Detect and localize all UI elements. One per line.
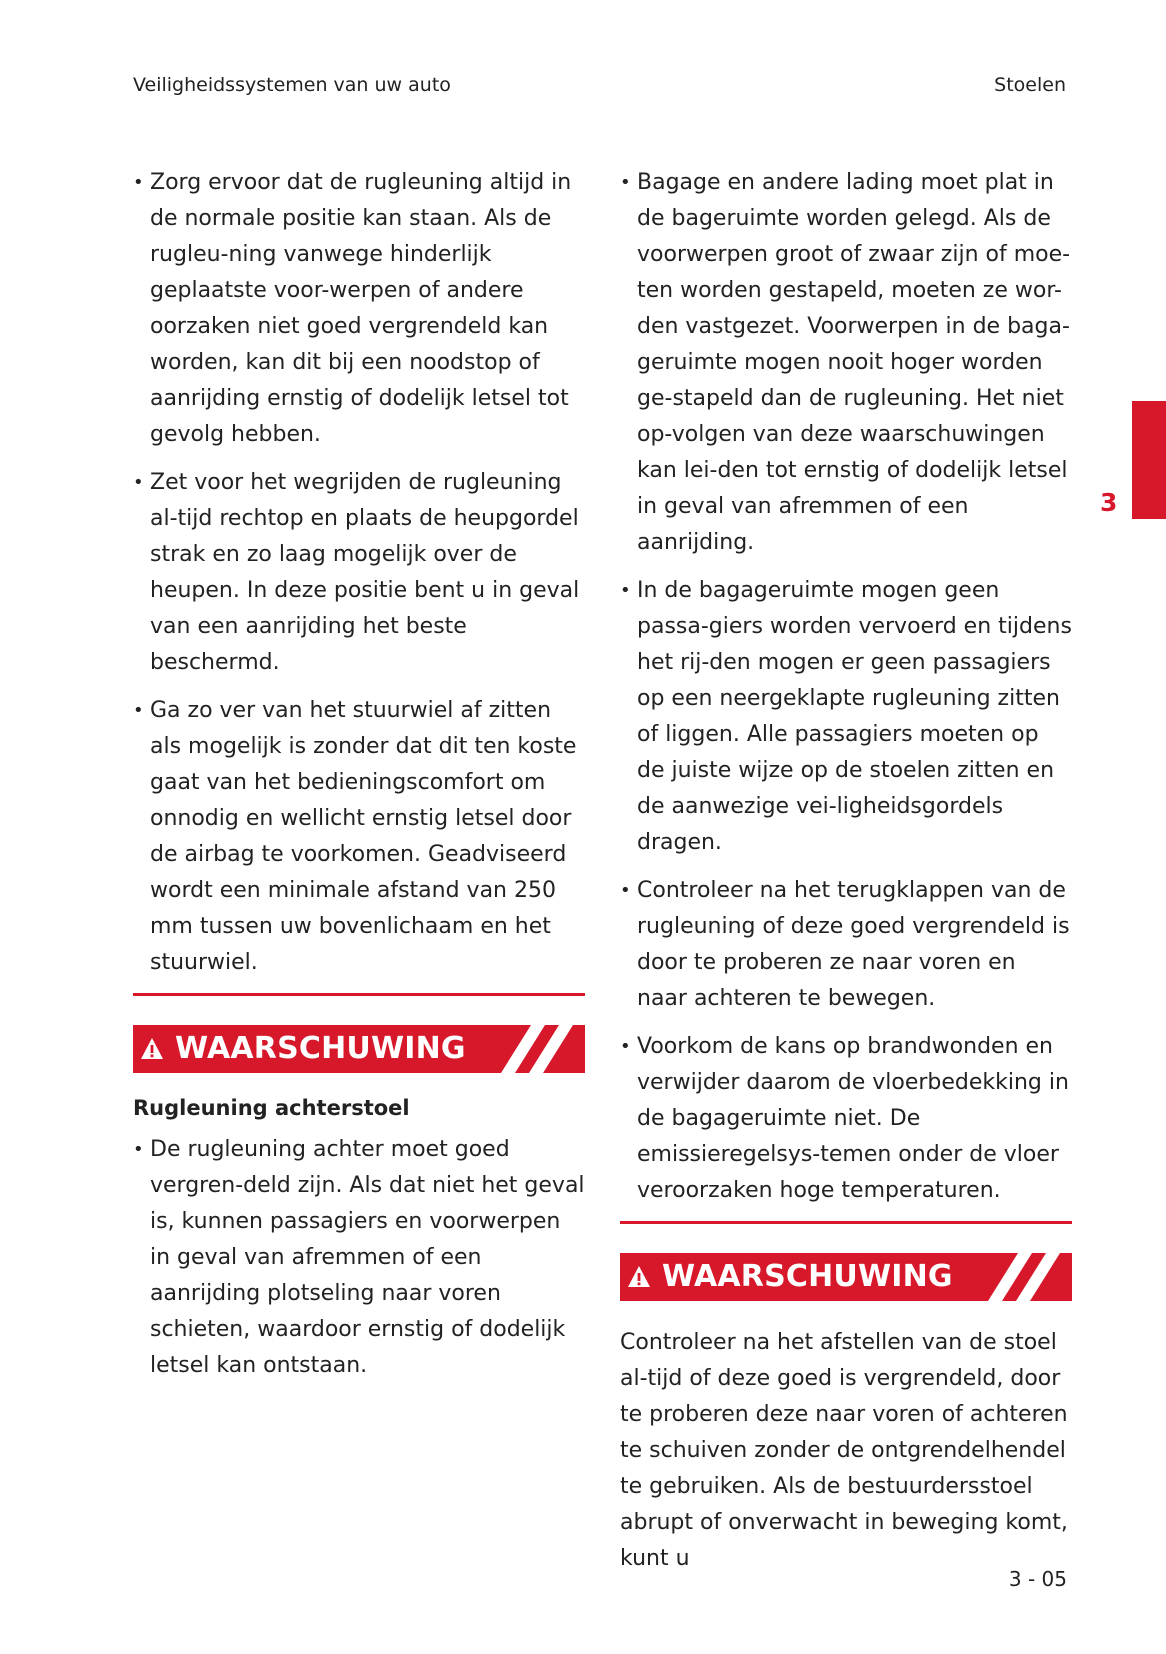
warning-banner — [133, 1025, 585, 1073]
right-column — [620, 165, 1072, 1577]
warning-divider — [620, 1221, 1072, 1224]
warning-label: WAARSCHUWING — [662, 1259, 953, 1294]
list-item: • Zorg ervoor dat de rugleuning altijd in de normale positie kan staan. Als de rugleu-ning vanwege hinderlijk geplaatste voor-werpen of andere oorzaken niet goed vergrendeld kan worden, kan dit bij een noodstop of aanrijding ernstig of dodelijk letsel tot gevolg hebben. — [133, 165, 585, 453]
list-item: • De rugleuning achter moet goed vergren-deld zijn. Als dat niet het geval is, kunnen passagiers en voorwerpen in geval van afremmen of een aanrijding plotseling naar voren schieten, waardoor ernstig of dodelijk letsel kan ontstaan. — [133, 1132, 585, 1384]
chapter-number: 3 — [1100, 488, 1118, 517]
warning-paragraph: Controleer na het afstellen van de stoel al-tijd of deze goed is vergrendeld, door te proberen deze naar voren of achteren te schuiven zonder de ontgrendelhendel te gebruiken. Als de bestuurdersstoel abrupt of onverwacht in beweging komt, kunt u — [620, 1330, 1068, 1571]
warning-bullet-list — [133, 1132, 585, 1384]
warning-triangle-icon — [627, 1265, 651, 1289]
right-bullet-list — [620, 165, 1072, 1209]
warning-label: WAARSCHUWING — [175, 1031, 466, 1066]
list-item: • Controleer na het terugklappen van de rugleuning of deze goed vergrendeld is door te proberen ze naar voren en naar achteren te bewegen. — [620, 873, 1072, 1017]
chapter-tab — [1132, 401, 1166, 519]
page-number: 3 - 05 — [1008, 1567, 1067, 1591]
list-item: • Voorkom de kans op brandwonden en verwijder daarom de vloerbedekking in de bagageruimte niet. De emissieregelsys-temen onder de vloer veroorzaken hoge temperaturen. — [620, 1029, 1072, 1209]
warning-stripes-icon — [501, 1025, 585, 1073]
warning-banner — [620, 1253, 1072, 1301]
header-chapter-title: Stoelen — [994, 74, 1066, 96]
warning-stripes-icon — [988, 1253, 1072, 1301]
warning-triangle-icon — [140, 1037, 164, 1061]
list-item: • In de bagageruimte mogen geen passa-giers worden vervoerd en tijdens het rij-den mogen er geen passagiers op een neergeklapte rugleuning zitten of liggen. Alle passagiers moeten op de juiste wijze op de stoelen zitten en de aanwezige vei-ligheidsgordels dragen. — [620, 573, 1072, 861]
warning-divider — [133, 993, 585, 996]
list-item: • Bagage en andere lading moet plat in de bageruimte worden gelegd. Als de voorwerpen groot of zwaar zijn of moe-ten worden gestapeld, moeten ze wor-den vastgezet. Voorwerpen in de baga-geruimte mogen nooit hoger worden ge-stapeld dan de rugleuning. Het niet op-volgen van deze waarschuwingen kan lei-den tot ernstig of dodelijk letsel in geval van afremmen of een aanrijding. — [620, 165, 1072, 561]
header-section: Veiligheidssystemen van uw auto — [133, 74, 451, 96]
list-item: • Ga zo ver van het stuurwiel af zitten als mogelijk is zonder dat dit ten koste gaat van het bedieningscomfort om onnodig en wellicht ernstig letsel door de airbag te voorkomen. Geadviseerd wordt een minimale afstand van 250 mm tussen uw bovenlichaam en het stuurwiel. — [133, 693, 585, 981]
left-column — [133, 165, 585, 1396]
section-subheading: Rugleuning achterstoel — [133, 1096, 410, 1120]
list-item: • Zet voor het wegrijden de rugleuning al-tijd rechtop en plaats de heupgordel strak en zo laag mogelijk over de heupen. In deze positie bent u in geval van een aanrijding het beste beschermd. — [133, 465, 585, 681]
left-bullet-list — [133, 165, 585, 981]
